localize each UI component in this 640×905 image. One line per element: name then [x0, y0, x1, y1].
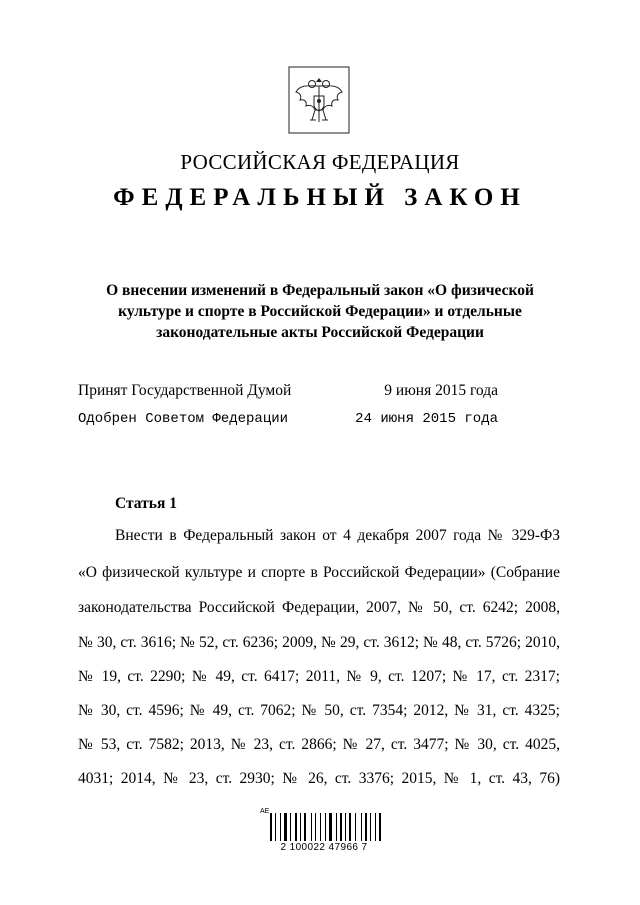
article-text-line: 4031; 2014, № 23, ст. 2930; № 26, ст. 3376; 2015, № 1, ст. 43, 76) — [78, 770, 560, 787]
law-title-line: законодательные акты Российской Федерации — [156, 324, 484, 341]
document-type: ФЕДЕРАЛЬНЫЙ ЗАКОН — [113, 184, 527, 211]
article-text-line: № 53, ст. 7582; 2013, № 23, ст. 2866; № 27, ст. 3477; № 30, ст. 4025, — [78, 736, 560, 753]
article-text-line: № 30, ст. 3616; № 52, ст. 6236; 2009, № 29, ст. 3612; № 48, ст. 5726; 2010, — [78, 634, 560, 651]
barcode-bar — [340, 813, 342, 841]
article-text-line: Внести в Федеральный закон от 4 декабря 2007 года № 329-ФЗ — [115, 527, 560, 544]
barcode-bar — [325, 813, 326, 841]
barcode-bar — [370, 813, 371, 841]
coat-of-arms-icon — [288, 66, 350, 134]
barcode-bar — [361, 813, 362, 841]
barcode-bar — [280, 813, 281, 841]
barcode-bar — [345, 813, 346, 841]
barcode-bars — [270, 813, 382, 841]
law-title-line: культуре и спорте в Российской Федерации» и отдельные — [118, 303, 522, 320]
law-title-line: О внесении изменений в Федеральный закон «О физической — [106, 282, 534, 299]
barcode-bar — [311, 813, 312, 841]
barcode-bar — [290, 813, 291, 841]
adoption-date: 9 июня 2015 года — [384, 382, 498, 399]
barcode-bar — [336, 813, 337, 841]
barcode-bar — [275, 813, 276, 841]
adoption-label: Принят Государственной Думой — [78, 382, 292, 399]
article-text-line: «О физической культуре и спорте в Российской Федерации» (Собрание — [78, 564, 560, 581]
barcode-bar — [270, 813, 272, 841]
country-name: РОССИЙСКАЯ ФЕДЕРАЦИЯ — [180, 150, 460, 174]
barcode-bar — [365, 813, 367, 841]
barcode-bar — [355, 813, 356, 841]
barcode-bar — [284, 813, 287, 841]
adoption-date: 24 июня 2015 года — [355, 411, 498, 427]
article-text-line: № 19, ст. 2290; № 49, ст. 6417; 2011, № 9, ст. 1207; № 17, ст. 2317; — [78, 668, 560, 685]
barcode — [260, 808, 388, 856]
law-title — [80, 280, 560, 343]
barcode-bar — [375, 813, 376, 841]
barcode-bar — [329, 813, 332, 841]
barcode-bar — [320, 813, 321, 841]
article-text-line: № 30, ст. 4596; № 49, ст. 7062; № 50, ст. 7354; 2012, № 31, ст. 4325; — [78, 702, 560, 719]
barcode-bar — [304, 813, 306, 841]
article-heading: Статья 1 — [115, 495, 177, 512]
barcode-bar — [315, 813, 316, 841]
barcode-bar — [349, 813, 351, 841]
barcode-bar — [300, 813, 301, 841]
barcode-number: 2 100022 47966 7 — [280, 842, 368, 853]
adoption-label: Одобрен Советом Федерации — [78, 411, 289, 427]
barcode-mark: АЕ — [260, 808, 270, 815]
barcode-bar — [295, 813, 297, 841]
article-text-line: законодательства Российской Федерации, 2007, № 50, ст. 6242; 2008, — [78, 599, 560, 616]
barcode-bar — [379, 813, 381, 841]
